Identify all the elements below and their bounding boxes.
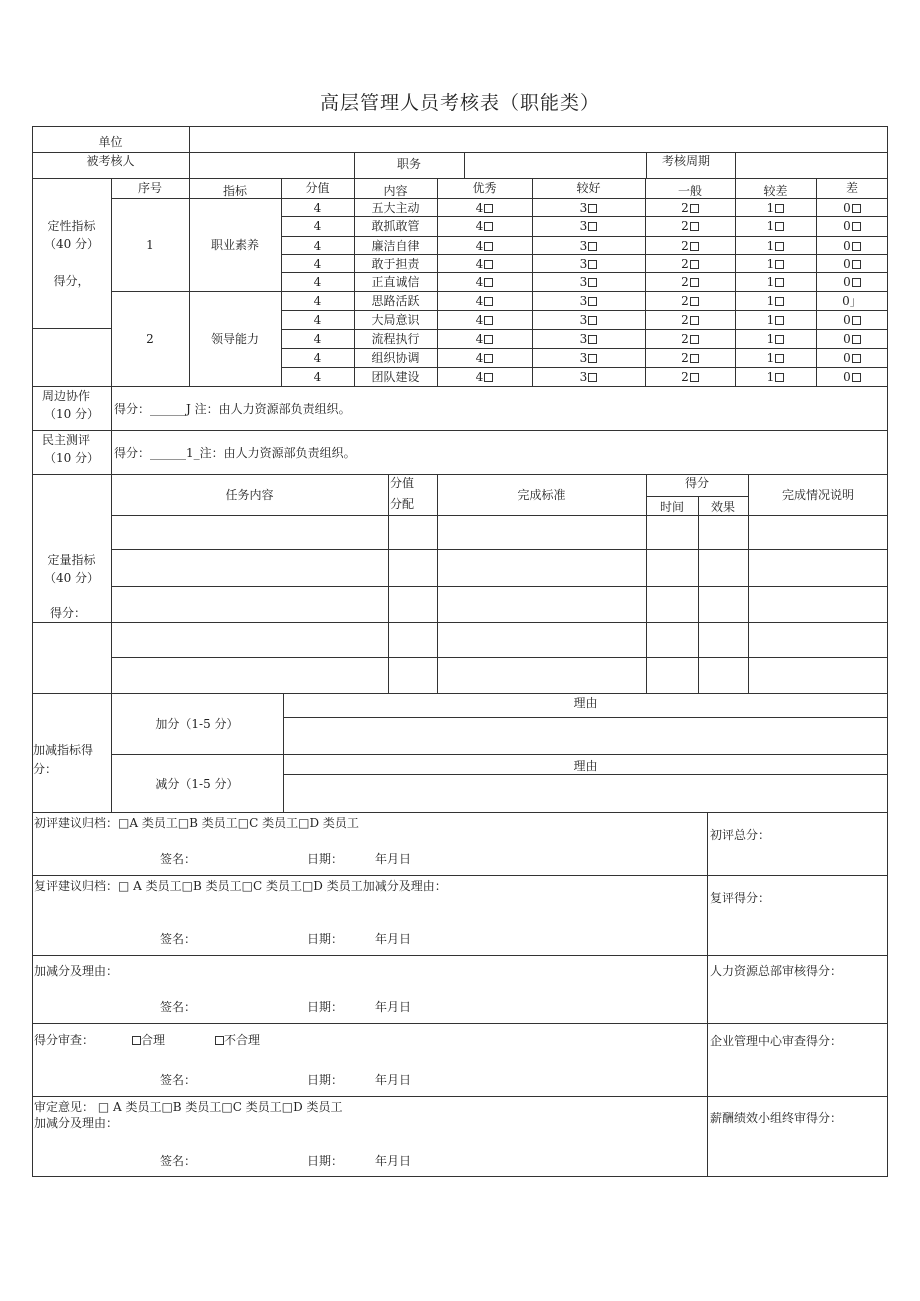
checkbox-icon[interactable] xyxy=(588,316,597,325)
checkbox-icon[interactable] xyxy=(588,373,597,382)
row-content: 正直诚信 xyxy=(371,275,420,289)
grid-line xyxy=(707,812,708,1177)
grid-line xyxy=(388,474,389,693)
grid-line xyxy=(698,496,699,693)
section-text: 得分审查： xyxy=(34,1033,95,1047)
date-label: 日期： xyxy=(307,1073,344,1087)
score-bad: 0 xyxy=(816,219,888,233)
score-poor: 1 xyxy=(735,201,816,215)
score-bad: 0 xyxy=(816,257,888,271)
col-indicator: 指标 xyxy=(222,184,247,198)
score-bad: 0 xyxy=(816,351,888,365)
checkbox-icon[interactable] xyxy=(775,204,784,213)
checkbox-icon[interactable] xyxy=(588,278,597,287)
checkbox-icon[interactable] xyxy=(484,297,493,306)
col-bad: 差 xyxy=(845,181,858,195)
row-line xyxy=(111,198,888,199)
adjust-label: 加减指标得分： xyxy=(33,743,94,776)
date-label: 日期： xyxy=(307,852,344,866)
page-title: 高层管理人员考核表（职能类） xyxy=(319,92,600,114)
checkbox-icon[interactable] xyxy=(588,335,597,344)
checkbox-icon[interactable] xyxy=(775,316,784,325)
checkbox-icon[interactable] xyxy=(852,222,861,231)
quantitative-score-label: 得分： xyxy=(50,606,87,620)
row-points: 4 xyxy=(313,370,322,384)
score-bad: 0 xyxy=(816,332,888,346)
row-content: 五大主动 xyxy=(371,201,420,215)
date-value: 年月日 xyxy=(375,852,412,866)
checkbox-icon[interactable] xyxy=(690,316,699,325)
sub-label: 减分（1-5 分） xyxy=(155,777,239,791)
score-good: 3 xyxy=(532,370,645,384)
checkbox-icon[interactable] xyxy=(132,1036,141,1045)
score-good: 3 xyxy=(532,351,645,365)
score-poor: 1 xyxy=(735,332,816,346)
score-bad: 0 xyxy=(816,370,888,384)
checkbox-icon[interactable] xyxy=(852,278,861,287)
row-content: 组织协调 xyxy=(371,351,420,365)
checkbox-icon[interactable] xyxy=(690,335,699,344)
checkbox-icon[interactable] xyxy=(690,373,699,382)
score-poor: 1 xyxy=(735,313,816,327)
section-divider xyxy=(32,1023,888,1024)
section-text: 审定意见： □ A 类员工□B 类员工□C 类员工□D 类员工 xyxy=(34,1100,343,1114)
group-seq: 1 xyxy=(146,238,154,252)
section-divider xyxy=(32,430,888,431)
checkbox-icon[interactable] xyxy=(852,204,861,213)
row-content: 流程执行 xyxy=(371,332,420,346)
checkbox-icon[interactable] xyxy=(690,222,699,231)
checkbox-icon[interactable] xyxy=(484,354,493,363)
checkbox-icon[interactable] xyxy=(775,278,784,287)
section-score-label: 人力资源总部审核得分： xyxy=(710,964,843,978)
checkbox-icon[interactable] xyxy=(690,354,699,363)
score-bad: 0 xyxy=(816,201,888,215)
checkbox-icon[interactable] xyxy=(852,335,861,344)
col-points: 分值 xyxy=(305,181,330,195)
score-excellent: 4 xyxy=(437,313,532,327)
row-line xyxy=(111,657,888,658)
row-line xyxy=(283,774,888,775)
row-line xyxy=(281,236,888,237)
score-good: 3 xyxy=(532,332,645,346)
row-points: 4 xyxy=(313,239,322,253)
peripheral-weight: （10 分） xyxy=(43,407,100,421)
signature-label: 签名： xyxy=(160,852,197,866)
row-line xyxy=(111,586,888,587)
checkbox-icon[interactable] xyxy=(775,222,784,231)
checkbox-icon[interactable] xyxy=(852,354,861,363)
grid-line xyxy=(111,386,112,474)
checkbox-icon[interactable] xyxy=(775,260,784,269)
row-line xyxy=(283,717,888,718)
col-score: 得分 xyxy=(684,476,709,490)
score-poor: 1 xyxy=(735,257,816,271)
row-line xyxy=(281,272,888,273)
checkbox-icon[interactable] xyxy=(852,242,861,251)
score-bad: 0 xyxy=(816,313,888,327)
add-label: 加分（1-5 分） xyxy=(155,717,239,731)
score-excellent: 4 xyxy=(437,351,532,365)
position-label: 职务 xyxy=(396,157,421,171)
score-average: 2 xyxy=(645,239,735,253)
grid-line xyxy=(735,152,736,178)
score-excellent: 4 xyxy=(437,370,532,384)
checkbox-icon[interactable] xyxy=(775,297,784,306)
grid-line xyxy=(646,152,647,178)
score-good: 3 xyxy=(532,201,645,215)
date-value: 年月日 xyxy=(375,1073,412,1087)
grid-line xyxy=(748,474,749,693)
row-points: 4 xyxy=(313,332,322,346)
checkbox-icon[interactable] xyxy=(588,260,597,269)
score-average: 2 xyxy=(645,332,735,346)
row-points: 4 xyxy=(313,351,322,365)
col-points-alloc: 分值 xyxy=(390,476,415,490)
checkbox-icon[interactable] xyxy=(775,354,784,363)
row-line xyxy=(281,291,888,292)
score-poor: 1 xyxy=(735,351,816,365)
date-value: 年月日 xyxy=(375,1154,412,1168)
col-good: 较好 xyxy=(576,181,601,195)
row-line xyxy=(281,329,888,330)
row-line xyxy=(281,367,888,368)
score-excellent: 4 xyxy=(437,201,532,215)
checkbox-icon[interactable] xyxy=(690,278,699,287)
adjust-divider xyxy=(111,754,283,755)
section-divider xyxy=(32,474,888,475)
score-excellent: 4 xyxy=(437,275,532,289)
score-average: 2 xyxy=(645,201,735,215)
reason-label: 理由 xyxy=(573,696,598,710)
grid-line xyxy=(111,474,112,693)
score-poor: 1 xyxy=(735,219,816,233)
score-excellent: 4 xyxy=(437,239,532,253)
col-poor: 较差 xyxy=(763,184,788,198)
reasonable-option[interactable] xyxy=(131,1033,165,1047)
section-score-label: 初评总分： xyxy=(710,828,771,842)
qualitative-score-label: 得分， xyxy=(53,274,90,288)
quantitative-label: 定量指标 xyxy=(47,553,96,567)
grid-line xyxy=(189,178,190,386)
score-poor: 1 xyxy=(735,294,816,308)
checkbox-icon[interactable] xyxy=(484,204,493,213)
date-label: 日期： xyxy=(307,1000,344,1014)
row-content: 思路活跃 xyxy=(371,294,420,308)
score-average: 2 xyxy=(645,275,735,289)
unit-label: 单位 xyxy=(98,135,123,149)
score-excellent: 4 xyxy=(437,332,532,346)
label-divider xyxy=(32,328,111,329)
quantitative-weight: （40 分） xyxy=(43,571,100,585)
row-content: 廉洁自律 xyxy=(371,239,420,253)
grid-line xyxy=(464,152,465,178)
qualitative-label: 定性指标 xyxy=(47,219,96,233)
score-average: 2 xyxy=(645,219,735,233)
checkbox-icon[interactable] xyxy=(588,222,597,231)
democratic-weight: （10 分） xyxy=(43,451,100,465)
date-label: 日期： xyxy=(307,1154,344,1168)
score-average: 2 xyxy=(645,294,735,308)
peripheral-text: 得分：______J 注：由人力资源部负责组织。 xyxy=(114,402,351,416)
score-good: 3 xyxy=(532,275,645,289)
section-divider xyxy=(32,386,888,387)
signature-label: 签名： xyxy=(160,1073,197,1087)
checkbox-icon[interactable] xyxy=(690,297,699,306)
section-divider xyxy=(32,1096,888,1097)
row-points: 4 xyxy=(313,294,322,308)
row-content: 敢于担责 xyxy=(371,257,420,271)
checkbox-icon[interactable] xyxy=(775,242,784,251)
col-points-alloc: 分配 xyxy=(390,497,415,511)
score-poor: 1 xyxy=(735,239,816,253)
grid-line xyxy=(283,693,284,812)
section-score-label: 企业管理中心审查得分： xyxy=(710,1034,843,1048)
row-line xyxy=(111,515,888,516)
qualitative-weight: （40 分） xyxy=(43,237,100,251)
score-average: 2 xyxy=(645,313,735,327)
checkbox-icon[interactable] xyxy=(484,316,493,325)
checkbox-icon[interactable] xyxy=(690,242,699,251)
checkbox-icon[interactable] xyxy=(852,373,861,382)
checkbox-icon[interactable] xyxy=(484,335,493,344)
section-divider xyxy=(283,754,888,755)
section-text: 复评建议归档：□ A 类员工□B 类员工□C 类员工□D 类员工加减分及理由： xyxy=(34,879,447,893)
checkbox-icon[interactable] xyxy=(215,1036,224,1045)
score-average: 2 xyxy=(645,370,735,384)
checkbox-icon[interactable] xyxy=(852,316,861,325)
assessee-label: 被考核人 xyxy=(86,154,135,168)
period-label: 考核周期 xyxy=(662,154,711,168)
section-divider xyxy=(32,955,888,956)
checkbox-icon[interactable] xyxy=(852,260,861,269)
checkbox-icon[interactable] xyxy=(775,373,784,382)
header-divider xyxy=(32,152,888,153)
col-content: 内容 xyxy=(383,184,408,198)
reason-label: 理由 xyxy=(573,759,598,773)
row-line xyxy=(281,216,888,217)
score-good: 3 xyxy=(532,257,645,271)
date-value: 年月日 xyxy=(375,932,412,946)
score-average: 2 xyxy=(645,257,735,271)
signature-label: 签名： xyxy=(160,932,197,946)
row-points: 4 xyxy=(313,257,322,271)
score-bad: 0 xyxy=(816,239,888,253)
score-bad: 0 xyxy=(816,275,888,289)
checkbox-icon[interactable] xyxy=(484,242,493,251)
checkbox-icon[interactable] xyxy=(484,260,493,269)
peripheral-label: 周边协作 xyxy=(41,389,90,403)
group-indicator: 职业素养 xyxy=(210,238,259,252)
row-points: 4 xyxy=(313,313,322,327)
date-label: 日期： xyxy=(307,932,344,946)
col-standard: 完成标准 xyxy=(517,488,566,502)
row-line xyxy=(32,622,888,623)
row-points: 4 xyxy=(313,275,322,289)
row-content: 敢抓敢管 xyxy=(371,219,420,233)
score-subheader-line xyxy=(646,496,748,497)
row-points: 4 xyxy=(313,201,322,215)
score-bad: 0」 xyxy=(842,294,862,308)
row-line xyxy=(281,348,888,349)
section-divider xyxy=(32,812,888,813)
group-seq: 2 xyxy=(146,332,154,346)
row-line xyxy=(111,549,888,550)
group-indicator: 领导能力 xyxy=(210,332,259,346)
score-excellent: 4 xyxy=(437,294,532,308)
col-excellent: 优秀 xyxy=(472,181,497,195)
checkbox-icon[interactable] xyxy=(484,373,493,382)
col-seq: 序号 xyxy=(137,181,162,195)
row-content: 团队建设 xyxy=(371,370,420,384)
checkbox-icon[interactable] xyxy=(775,335,784,344)
section-text: 加减分及理由： xyxy=(34,964,119,978)
col-time: 时间 xyxy=(659,500,684,514)
col-note: 完成情况说明 xyxy=(781,488,854,502)
group-divider xyxy=(111,291,281,292)
checkbox-icon[interactable] xyxy=(588,297,597,306)
signature-label: 签名： xyxy=(160,1000,197,1014)
unreasonable-option[interactable] xyxy=(214,1033,260,1047)
section-score-label: 薪酬绩效小组终审得分： xyxy=(710,1111,843,1125)
grid-line xyxy=(437,474,438,693)
row-line xyxy=(281,310,888,311)
checkbox-icon[interactable] xyxy=(690,204,699,213)
democratic-label: 民主测评 xyxy=(41,433,90,447)
score-average: 2 xyxy=(645,351,735,365)
row-content: 大局意识 xyxy=(371,313,420,327)
date-value: 年月日 xyxy=(375,1000,412,1014)
checkbox-icon[interactable] xyxy=(690,260,699,269)
section-score-label: 复评得分： xyxy=(710,891,771,905)
section-divider xyxy=(32,693,888,694)
score-poor: 1 xyxy=(735,370,816,384)
grid-line xyxy=(111,178,112,386)
section-text: 初评建议归档：□A 类员工□B 类员工□C 类员工□D 类员工 xyxy=(34,816,359,830)
unreasonable-label: 不合理 xyxy=(224,1033,261,1047)
checkbox-icon[interactable] xyxy=(588,354,597,363)
reasonable-label: 合理 xyxy=(141,1033,166,1047)
grid-line xyxy=(189,126,190,178)
col-task: 任务内容 xyxy=(225,488,274,502)
score-good: 3 xyxy=(532,239,645,253)
score-excellent: 4 xyxy=(437,257,532,271)
checkbox-icon[interactable] xyxy=(484,278,493,287)
score-good: 3 xyxy=(532,219,645,233)
section-text-2: 加减分及理由： xyxy=(34,1116,119,1130)
row-points: 4 xyxy=(313,219,322,233)
score-good: 3 xyxy=(532,294,645,308)
grid-line xyxy=(111,693,112,812)
score-poor: 1 xyxy=(735,275,816,289)
col-average: 一般 xyxy=(677,184,702,198)
header-divider xyxy=(32,178,888,179)
checkbox-icon[interactable] xyxy=(588,204,597,213)
col-effect: 效果 xyxy=(710,500,735,514)
row-line xyxy=(281,254,888,255)
signature-label: 签名： xyxy=(160,1154,197,1168)
checkbox-icon[interactable] xyxy=(484,222,493,231)
section-divider xyxy=(32,875,888,876)
score-good: 3 xyxy=(532,313,645,327)
checkbox-icon[interactable] xyxy=(588,242,597,251)
democratic-text: 得分：______1_注：由人力资源部负责组织。 xyxy=(114,446,356,460)
score-excellent: 4 xyxy=(437,219,532,233)
